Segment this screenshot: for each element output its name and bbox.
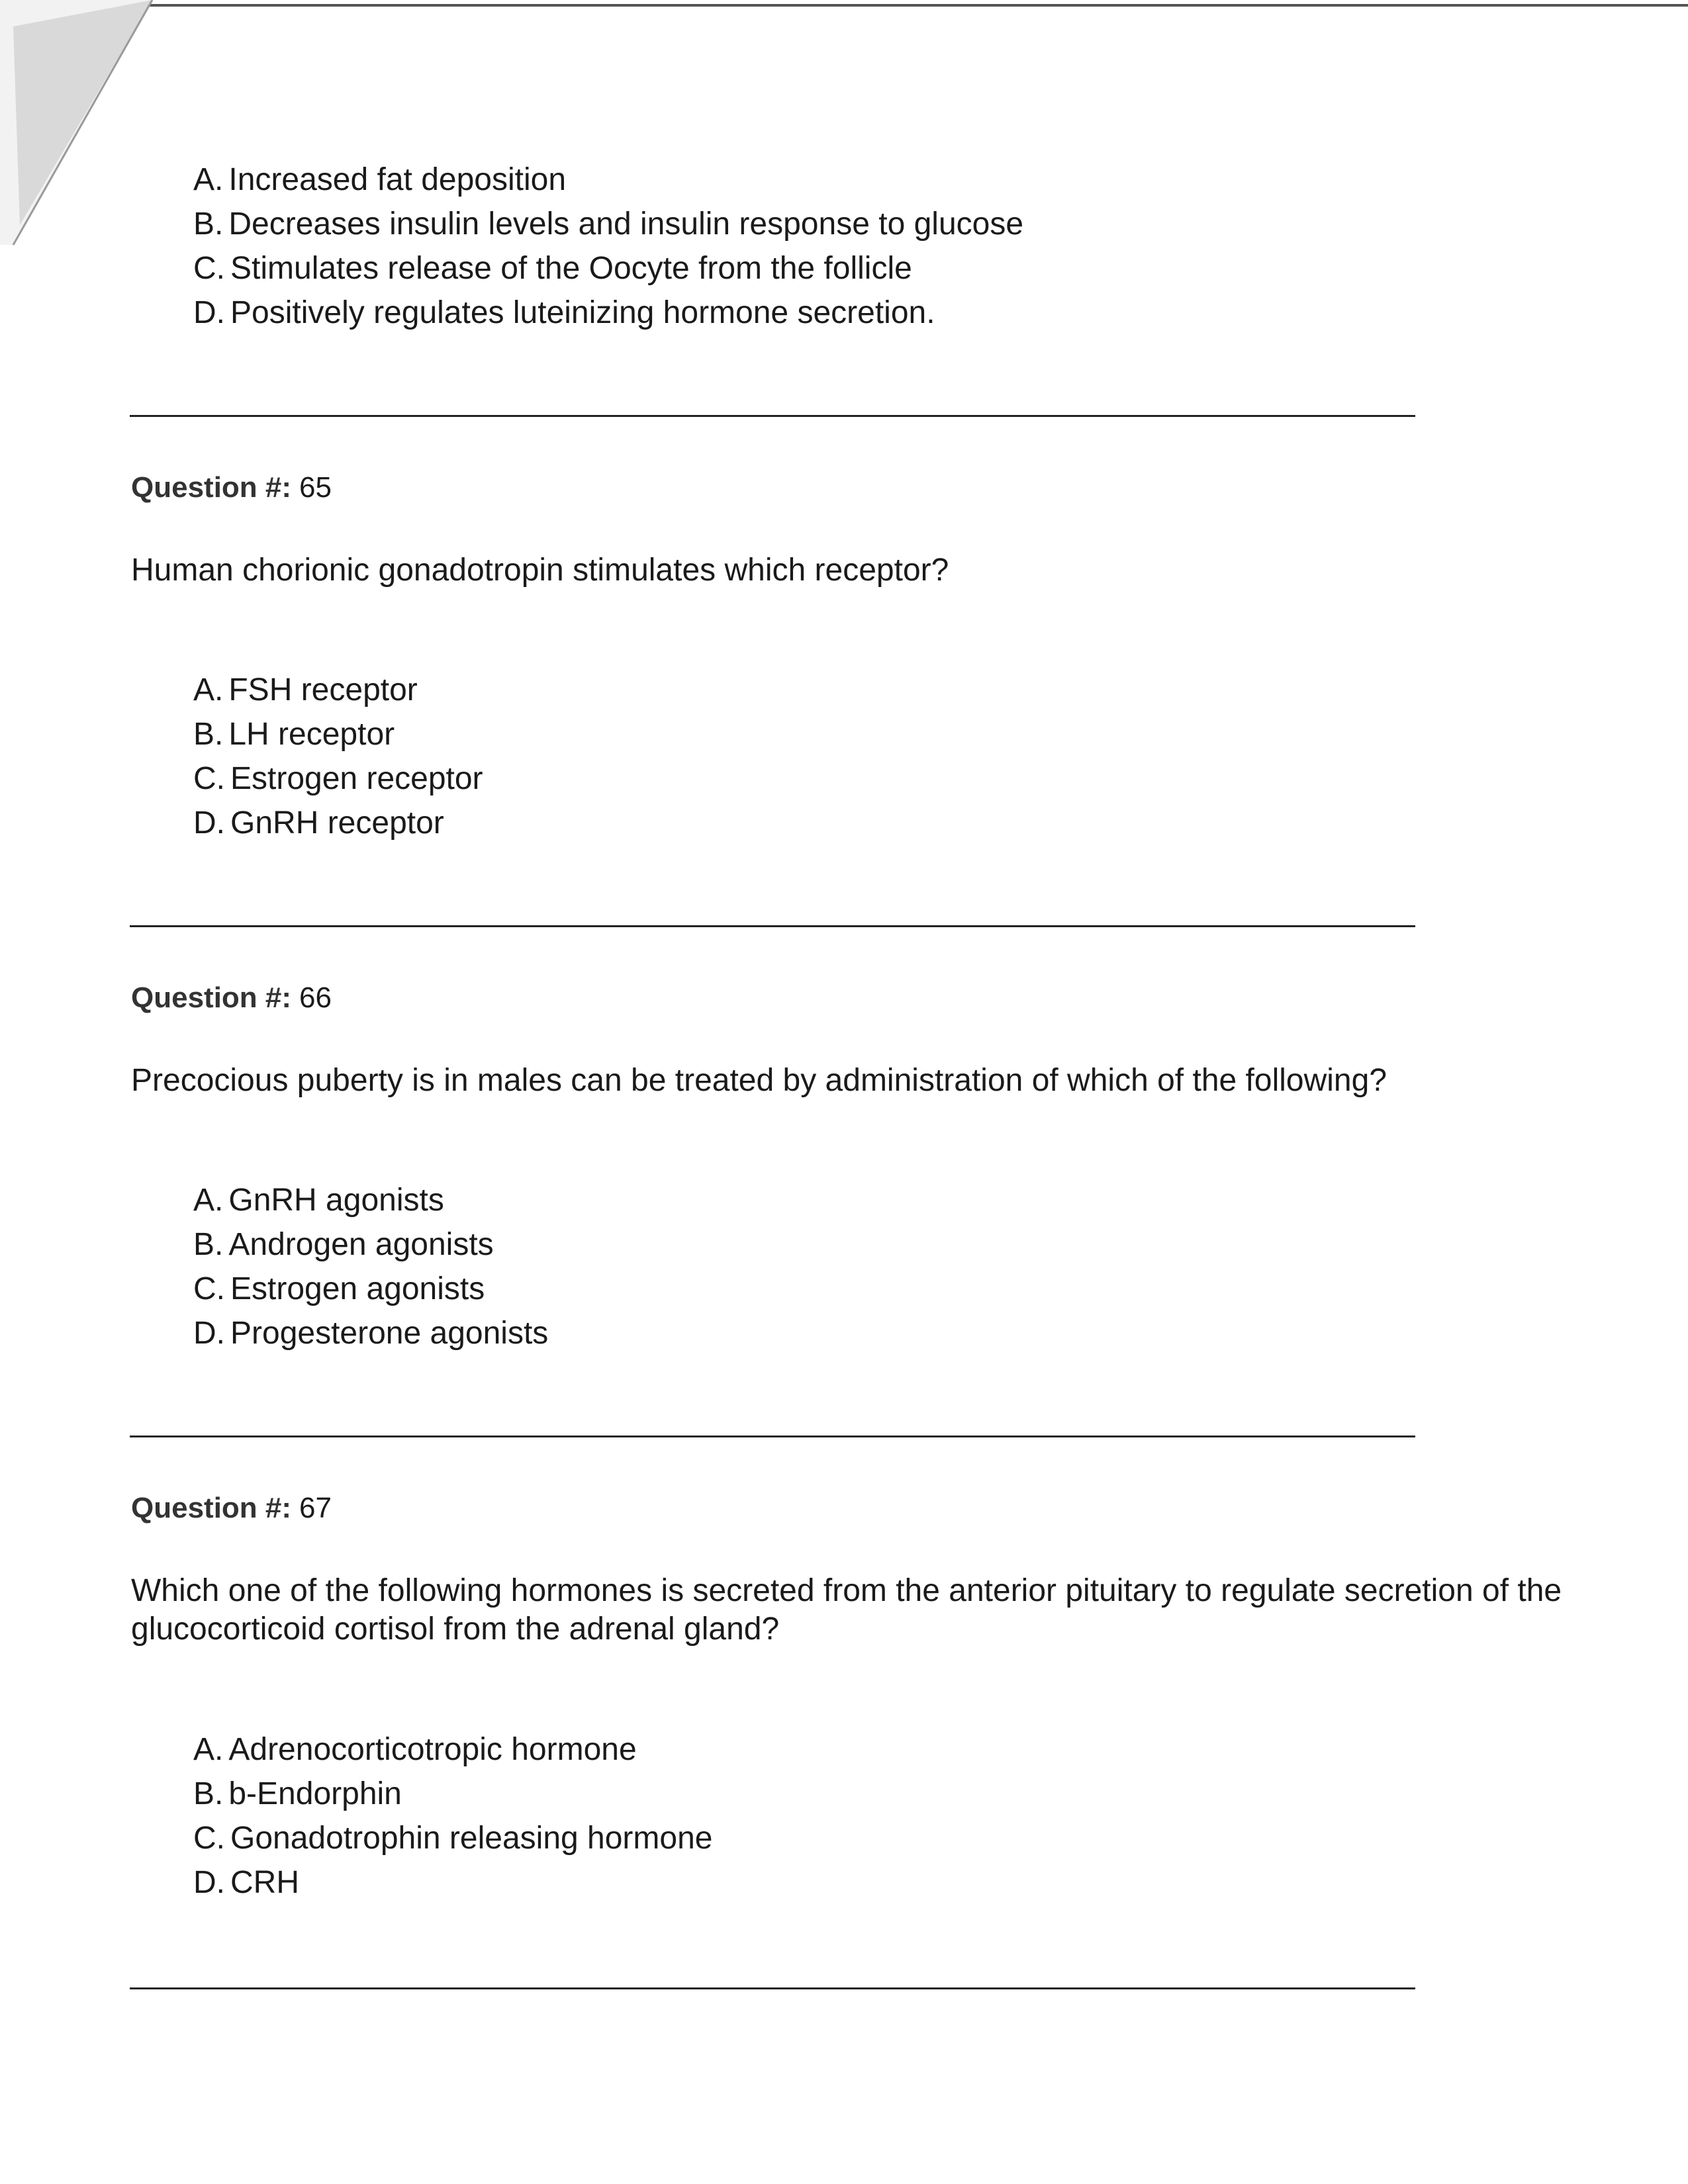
divider-rule — [130, 1435, 1415, 1437]
option-b: B. b-Endorphin — [193, 1776, 402, 1811]
scan-edge-line — [0, 4, 1688, 7]
option-b: B. Decreases insulin levels and insulin response to glucose — [193, 206, 1024, 242]
page-corner-fold — [0, 0, 172, 265]
question-stem: Which one of the following hormones is secreted from the anterior pituitary to regulate secretion of the glucocorticoid cortisol from the adrenal gland? — [131, 1573, 1562, 1647]
option-d: D. GnRH receptor — [193, 805, 444, 841]
divider-rule — [130, 1987, 1415, 1989]
option-a: A. Adrenocorticotropic hormone — [193, 1732, 637, 1767]
option-b: B. LH receptor — [193, 717, 395, 752]
option-c: C. Estrogen receptor — [193, 761, 483, 796]
question-label: Question #: 66 — [131, 981, 332, 1014]
option-b: B. Androgen agonists — [193, 1227, 494, 1262]
answer-options — [193, 668, 483, 845]
divider-rule — [130, 925, 1415, 927]
option-c: C. Gonadotrophin releasing hormone — [193, 1821, 713, 1856]
option-c: C. Estrogen agonists — [193, 1271, 485, 1306]
question-label: Question #: 67 — [131, 1492, 332, 1524]
option-d: D. Positively regulates luteinizing hormone secretion. — [193, 295, 935, 330]
option-a: A. GnRH agonists — [193, 1183, 444, 1218]
option-a: A. FSH receptor — [193, 672, 418, 707]
question-stem: Precocious puberty is in males can be treated by administration of which of the following? — [131, 1063, 1387, 1098]
answer-options — [193, 1178, 548, 1355]
option-d: D. Progesterone agonists — [193, 1316, 549, 1351]
question-label: Question #: 65 — [131, 471, 332, 504]
option-d: D. CRH — [193, 1865, 299, 1900]
answer-options — [193, 1727, 712, 1905]
option-c: C. Stimulates release of the Oocyte from the follicle — [193, 251, 912, 286]
continued-options — [193, 158, 1023, 335]
question-stem: Human chorionic gonadotropin stimulates which receptor? — [131, 553, 949, 588]
option-a: A. Increased fat deposition — [193, 162, 567, 197]
divider-rule — [130, 415, 1415, 417]
